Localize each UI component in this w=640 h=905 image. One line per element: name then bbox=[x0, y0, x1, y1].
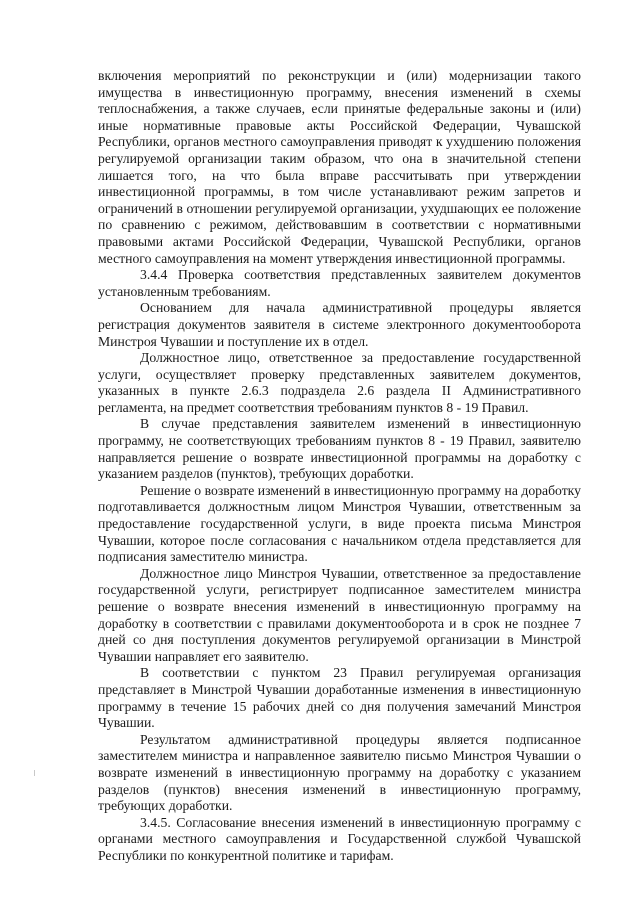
paragraph-continuation: включения мероприятий по реконструкции и (или) модернизации такого имущества в инвестиционную программу, внесения изменений в схемы теплоснабжения, а также случаев, если принятые федеральные законы и (или) иные нормативные правовые акты Российской Федерации, Чувашской Республики, органов местного самоуправления приводят к ухудшению положения регулируемой организации таким образом, что она в значительной степени лишается того, на что была вправе рассчитывать при утверждении инвестиционной программы, в том числе устанавливают режим запретов и ограничений в отношении регулируемой организации, ухудшающих ее положение по сравнению с режимом, действовавшим в соответствии с нормативными правовыми актами Российской Федерации, Чувашской Республики, органов местного самоуправления на момент утверждения инвестиционной программы. bbox=[98, 68, 581, 266]
scan-artifact-mark bbox=[34, 770, 35, 776]
paragraph-return-decision: Решение о возврате изменений в инвестиционную программу на доработку подготавливается должностным лицом Минстроя Чувашии, ответственным за предоставление государственной услуги, в виде проекта письма Минстроя Чувашии, которое после согласования с начальником отдела представляется для подписания заместителю министра. bbox=[98, 482, 581, 565]
paragraph-grounds: Основанием для начала административной процедуры является регистрация документов заявителя в системе электронного документооборота Минстроя Чувашии и поступление их в отдел. bbox=[98, 300, 581, 349]
paragraph-resubmission: В соответствии с пунктом 23 Правил регулируемая организация представляет в Минстрой Чувашии доработанные изменения в инвестиционную программу в течение 15 рабочих дней со дня получения замечаний Минстроя Чувашии. bbox=[98, 665, 581, 731]
paragraph-section-3-4-4: 3.4.4 Проверка соответствия представленных заявителем документов установленным требованиям. bbox=[98, 267, 581, 299]
paragraph-nonconformity: В случае представления заявителем изменений в инвестиционную программу, не соответствующих требованиям пунктов 8 - 19 Правил, заявителю направляется решение о возврате инвестиционной программы на доработку с указанием разделов (пунктов), требующих доработки. bbox=[98, 416, 581, 482]
paragraph-registration: Должностное лицо Минстроя Чувашии, ответственное за предоставление государственной услуги, регистрирует подписанное заместителем министра решение о возврате внесения изменений в инвестиционную программу на доработку в соответствии с правилами документооборота и в срок не позднее 7 дней со дня поступления документов регулируемой организации в Минстрой Чувашии направляет его заявителю. bbox=[98, 565, 581, 664]
paragraph-section-3-4-5: 3.4.5. Согласование внесения изменений в инвестиционную программу с органами местного самоуправления и Государственной службой Чувашской Республики по конкурентной политике и тарифам. bbox=[98, 814, 581, 863]
paragraph-result: Результатом административной процедуры является подписанное заместителем министра и направленное заявителю письмо Минстроя Чувашии о возврате изменений в инвестиционную программу на доработку с указанием разделов (пунктов) внесения изменений в инвестиционную программу, требующих доработки. bbox=[98, 731, 581, 814]
document-body bbox=[98, 68, 581, 865]
paragraph-official-check: Должностное лицо, ответственное за предоставление государственной услуги, осуществляет проверку представленных заявителем документов, указанных в пункте 2.6.3 подраздела 2.6 раздела II Административного регламента, на предмет соответствия требованиям пунктов 8 - 19 Правил. bbox=[98, 350, 581, 415]
